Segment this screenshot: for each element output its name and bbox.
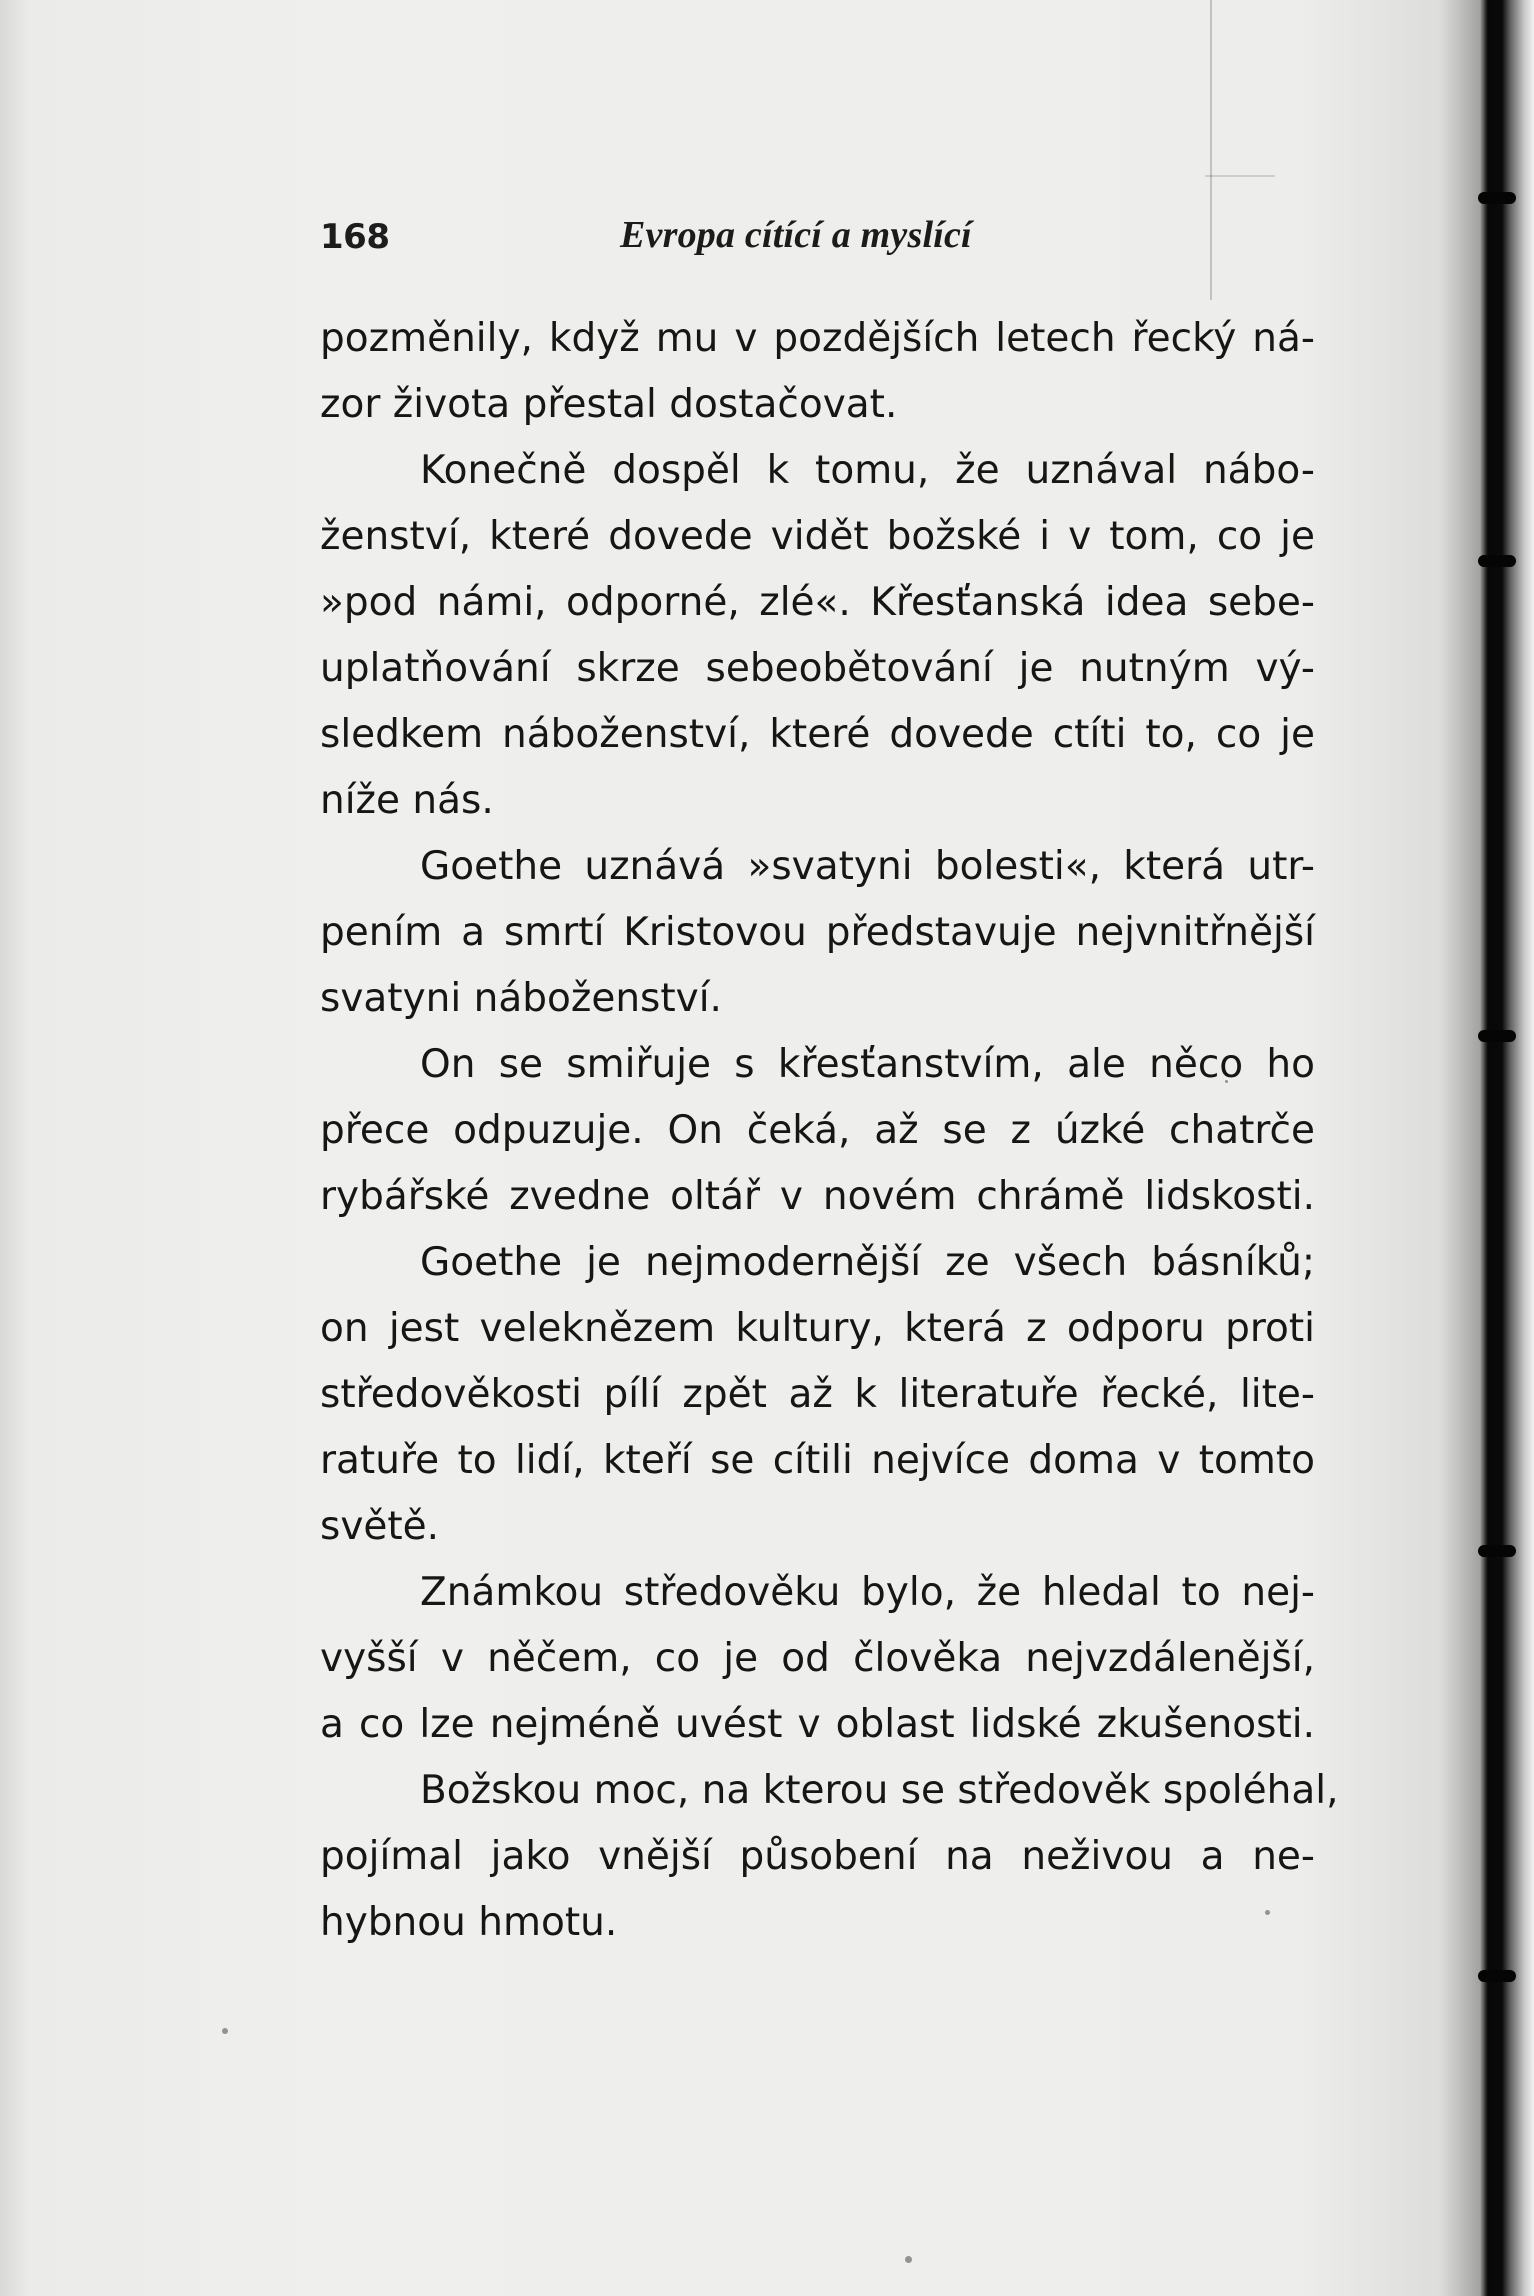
text-line: přece odpuzuje. On čeká, až se z úzké chatrče <box>320 1108 1315 1153</box>
body-text <box>320 306 1339 1986</box>
text-line: a co lze nejméně uvést v oblast lidské zkušenosti. <box>320 1702 1315 1747</box>
spine-binding-mark <box>1478 555 1516 567</box>
spine-binding-mark <box>1478 1545 1516 1557</box>
scan-speck <box>1265 1910 1270 1915</box>
text-line: Goethe uznává »svatyni bolesti«, která utr- <box>420 844 1315 889</box>
text-line: vyšší v něčem, co je od člověka nejvzdálenější, <box>320 1636 1315 1681</box>
scan-speck <box>905 2256 912 2263</box>
text-line: ženství, které dovede vidět božské i v tom, co je <box>320 514 1315 559</box>
page-header <box>320 209 1220 269</box>
text-line: On se smiřuje s křesťanstvím, ale něco ho <box>420 1042 1315 1087</box>
text-line: Goethe je nejmodernější ze všech básníků; <box>420 1240 1315 1285</box>
text-line: svatyni náboženství. <box>320 976 722 1021</box>
text-line: hybnou hmotu. <box>320 1900 618 1945</box>
text-line: níže nás. <box>320 778 494 823</box>
text-line: uplatňování skrze sebeobětování je nutným vý- <box>320 646 1315 691</box>
scan-horizontal-artifact <box>1205 175 1275 177</box>
page-number: 168 <box>320 217 390 257</box>
text-line: Božskou moc, na kterou se středověk spoléhal, <box>420 1768 1339 1813</box>
text-line: »pod námi, odporné, zlé«. Křesťanská idea sebe- <box>320 580 1315 625</box>
spine-binding-mark <box>1478 1030 1516 1042</box>
text-line: ratuře to lidí, kteří se cítili nejvíce doma v tomto <box>320 1438 1315 1483</box>
text-line: Známkou středověku bylo, že hledal to nej- <box>420 1570 1315 1615</box>
book-spine-shadow <box>1480 0 1534 2296</box>
text-line: rybářské zvedne oltář v novém chrámě lidskosti. <box>320 1174 1315 1219</box>
text-line: pozměnily, když mu v pozdějších letech řecký ná- <box>320 316 1315 361</box>
running-title: Evropa cítící a myslící <box>620 214 972 256</box>
text-line: pojímal jako vnější působení na neživou a ne- <box>320 1834 1315 1879</box>
text-line: on jest veleknězem kultury, která z odporu proti <box>320 1306 1315 1351</box>
scan-speck <box>1225 1080 1228 1083</box>
spine-binding-mark <box>1478 1970 1516 1982</box>
text-line: pením a smrtí Kristovou představuje nejvnitřnější <box>320 910 1315 955</box>
text-line: světě. <box>320 1504 440 1549</box>
text-line: středověkosti pílí zpět až k literatuře řecké, lite- <box>320 1372 1315 1417</box>
spine-binding-mark <box>1478 192 1516 204</box>
text-line: zor života přestal dostačovat. <box>320 382 898 427</box>
text-line: Konečně dospěl k tomu, že uznával nábo- <box>420 448 1315 493</box>
text-line: sledkem náboženství, které dovede ctíti to, co je <box>320 712 1315 757</box>
scan-speck <box>222 2028 228 2034</box>
